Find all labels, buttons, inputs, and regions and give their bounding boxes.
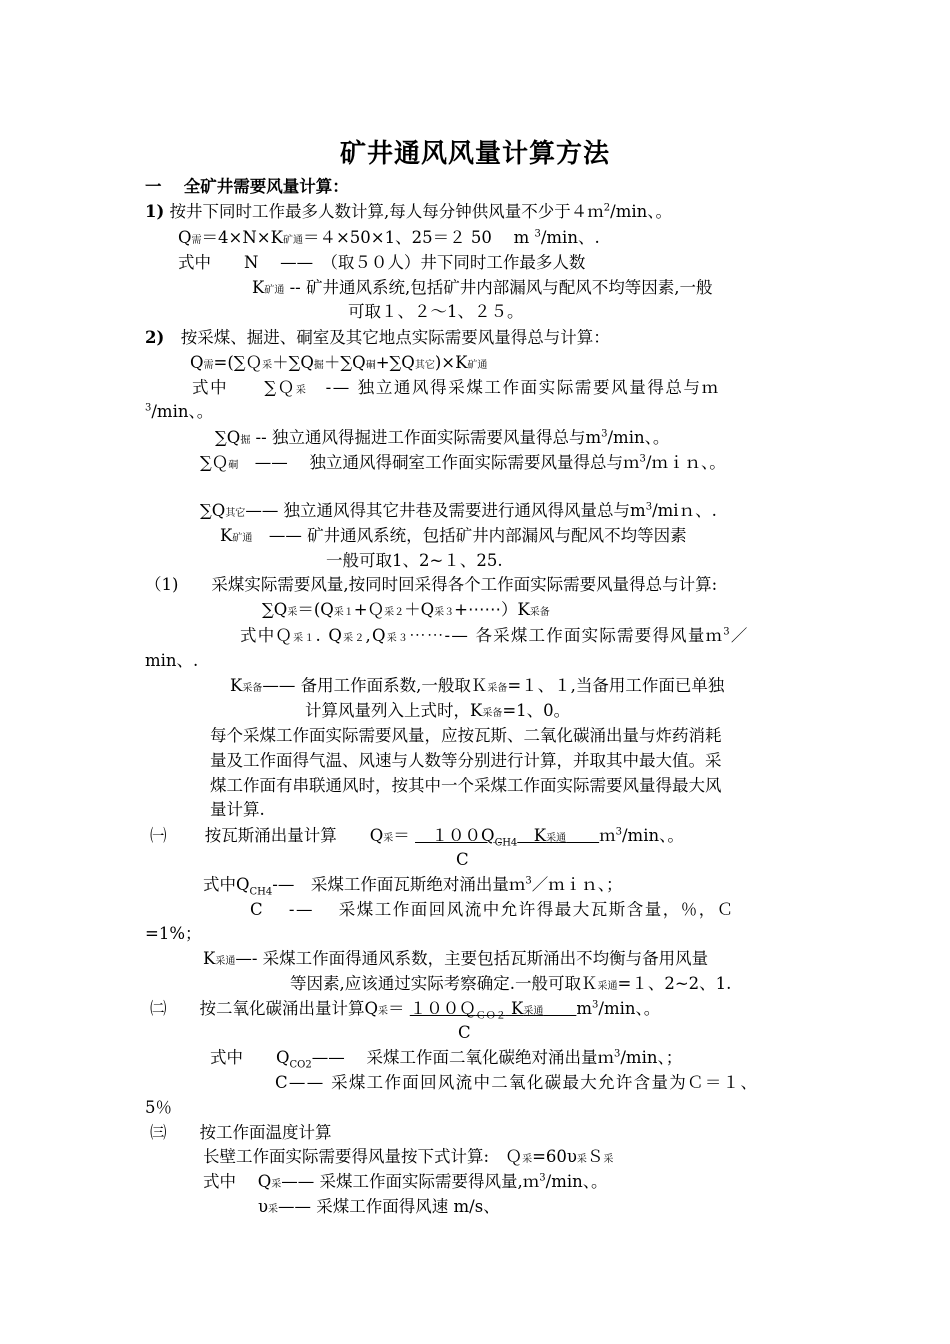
formula-line: Q需＝4×N×K矿通＝４×50×1、25＝２ 50 m $^3$/min、.	[178, 228, 600, 247]
formula-line: Q需=(∑Ｑ采＋∑Q掘＋∑Q硐+∑Q其它)×K矿通	[190, 353, 488, 372]
text-line: （1) 采煤实际需要风量,按同时回采得各个工作面实际需要风量得总与计算:	[145, 575, 718, 594]
text-line: 计算风量列入上式时，K采备=1、0。	[305, 701, 571, 720]
formula-line: 长壁工作面实际需要得风量按下式计算: Ｑ采=60υ采Ｓ采	[203, 1147, 614, 1166]
text-line: C -— 采煤工作面回风流中允许得最大瓦斯含量，％，Ｃ	[250, 900, 735, 919]
text-line: 2) 按采煤、掘进、硐室及其它地点实际需要风量得总与计算：	[145, 328, 610, 347]
text-line: ∑Ｑ硐 —— 独立通风得硐室工作面实际需要风量得总与ｍ$^3$/ｍｉｎ、。	[200, 453, 726, 472]
formula-line: ㈡ 按二氧化碳涌出量计算Q采＝ １００Ｑ$_{CO2}$ K采通 $m^3/\min$、。	[150, 999, 661, 1022]
text-line: 等因素,应该通过实际考察确定.一般可取Ｋ采通=１、2~2、1.	[290, 974, 732, 993]
text-line: C—— 采煤工作面回风流中二氧化碳最大允许含量为Ｃ＝１、	[275, 1073, 759, 1092]
text-line: 式中 $Q_{CO2}——$ 采煤工作面二氧化碳绝对涌出量ｍ$^3$/min、；	[210, 1048, 683, 1071]
text-line: 式中 Q采—— 采煤工作面实际需要得风量,ｍ$^3$/min、。	[203, 1172, 608, 1191]
formula-denominator: C	[456, 850, 469, 869]
text-line: 式中$Q_{CH4}-—$ 采煤工作面瓦斯绝对涌出量ｍ$^3$／ｍｉｎ、；	[203, 875, 623, 898]
text-line: 量及工作面得气温、风速与人数等分别进行计算，并取其中最大值。采	[210, 751, 722, 770]
formula-line: ㈠ 按瓦斯涌出量计算 Q采＝ $100Q_{CH4}$ K采通 ｍ$^3$/min、。	[150, 826, 684, 849]
text-line: K采备—— 备用工作面系数,一般取Ｋ采备=１、１,当备用工作面已单独	[230, 676, 725, 695]
text-line: ㈢ 按工作面温度计算	[150, 1123, 332, 1142]
text-line: K采通—- 采煤工作面得通风系数，主要包括瓦斯涌出不均衡与备用风量	[203, 949, 709, 968]
text-line: K矿通 —— 矿井通风系统，包括矿井内部漏风与配风不均等因素	[220, 526, 687, 545]
formula-denominator: C	[458, 1023, 471, 1042]
text-line: =1%；	[145, 924, 202, 943]
text-line: 一般可取1、2~１、25.	[326, 551, 503, 570]
text-line: K矿通 -- 矿井通风系统,包括矿井内部漏风与配风不均等因素,一般	[252, 278, 713, 297]
text-line: 量计算.	[210, 800, 265, 819]
text-line: 式中 N —— （取５０人）井下同时工作最多人数	[178, 253, 586, 272]
text-line: min、.	[145, 651, 199, 670]
text-line: ∑Q其它—— 独立通风得其它井巷及需要进行通风得风量总与$m^3$/miｎ、.	[200, 501, 717, 520]
text-line: 每个采煤工作面实际需要风量，应按瓦斯、二氧化碳涌出量与炸药消耗	[210, 726, 722, 745]
text-line: 5％	[145, 1098, 172, 1117]
section-heading: 一 全矿井需要风量计算：	[145, 177, 349, 196]
text-line: 式中Ｑ采１. Q采２,Q采３⋯⋯-— 各采煤工作面实际需要得风量ｍ$^3$／	[240, 626, 749, 645]
formula-line: ∑Q采＝(Q采１+Ｑ采２＋Q采３+⋯⋯）K采备	[262, 600, 550, 619]
text-line: $^3$/min、。	[145, 402, 214, 421]
text-line: 煤工作面有串联通风时，按其中一个采煤工作面实际需要风量得最大风	[210, 776, 722, 795]
text-line: ∑Q掘 -- 独立通风得掘进工作面实际需要风量得总与$m^3/\min$、。	[215, 428, 670, 447]
text-line: 可取１、２～1、２５。	[348, 302, 524, 321]
text-line: 式中 ∑Ｑ采 -— 独立通风得采煤工作面实际需要风量得总与ｍ	[192, 378, 720, 397]
page-title: 矿井通风风量计算方法	[339, 139, 610, 169]
text-line: υ采—— 采煤工作面得风速 m/s、	[258, 1197, 500, 1216]
text-line: 1) 按井下同时工作最多人数计算,每人每分钟供风量不少于４ｍ$^2$/min、。	[145, 202, 673, 221]
